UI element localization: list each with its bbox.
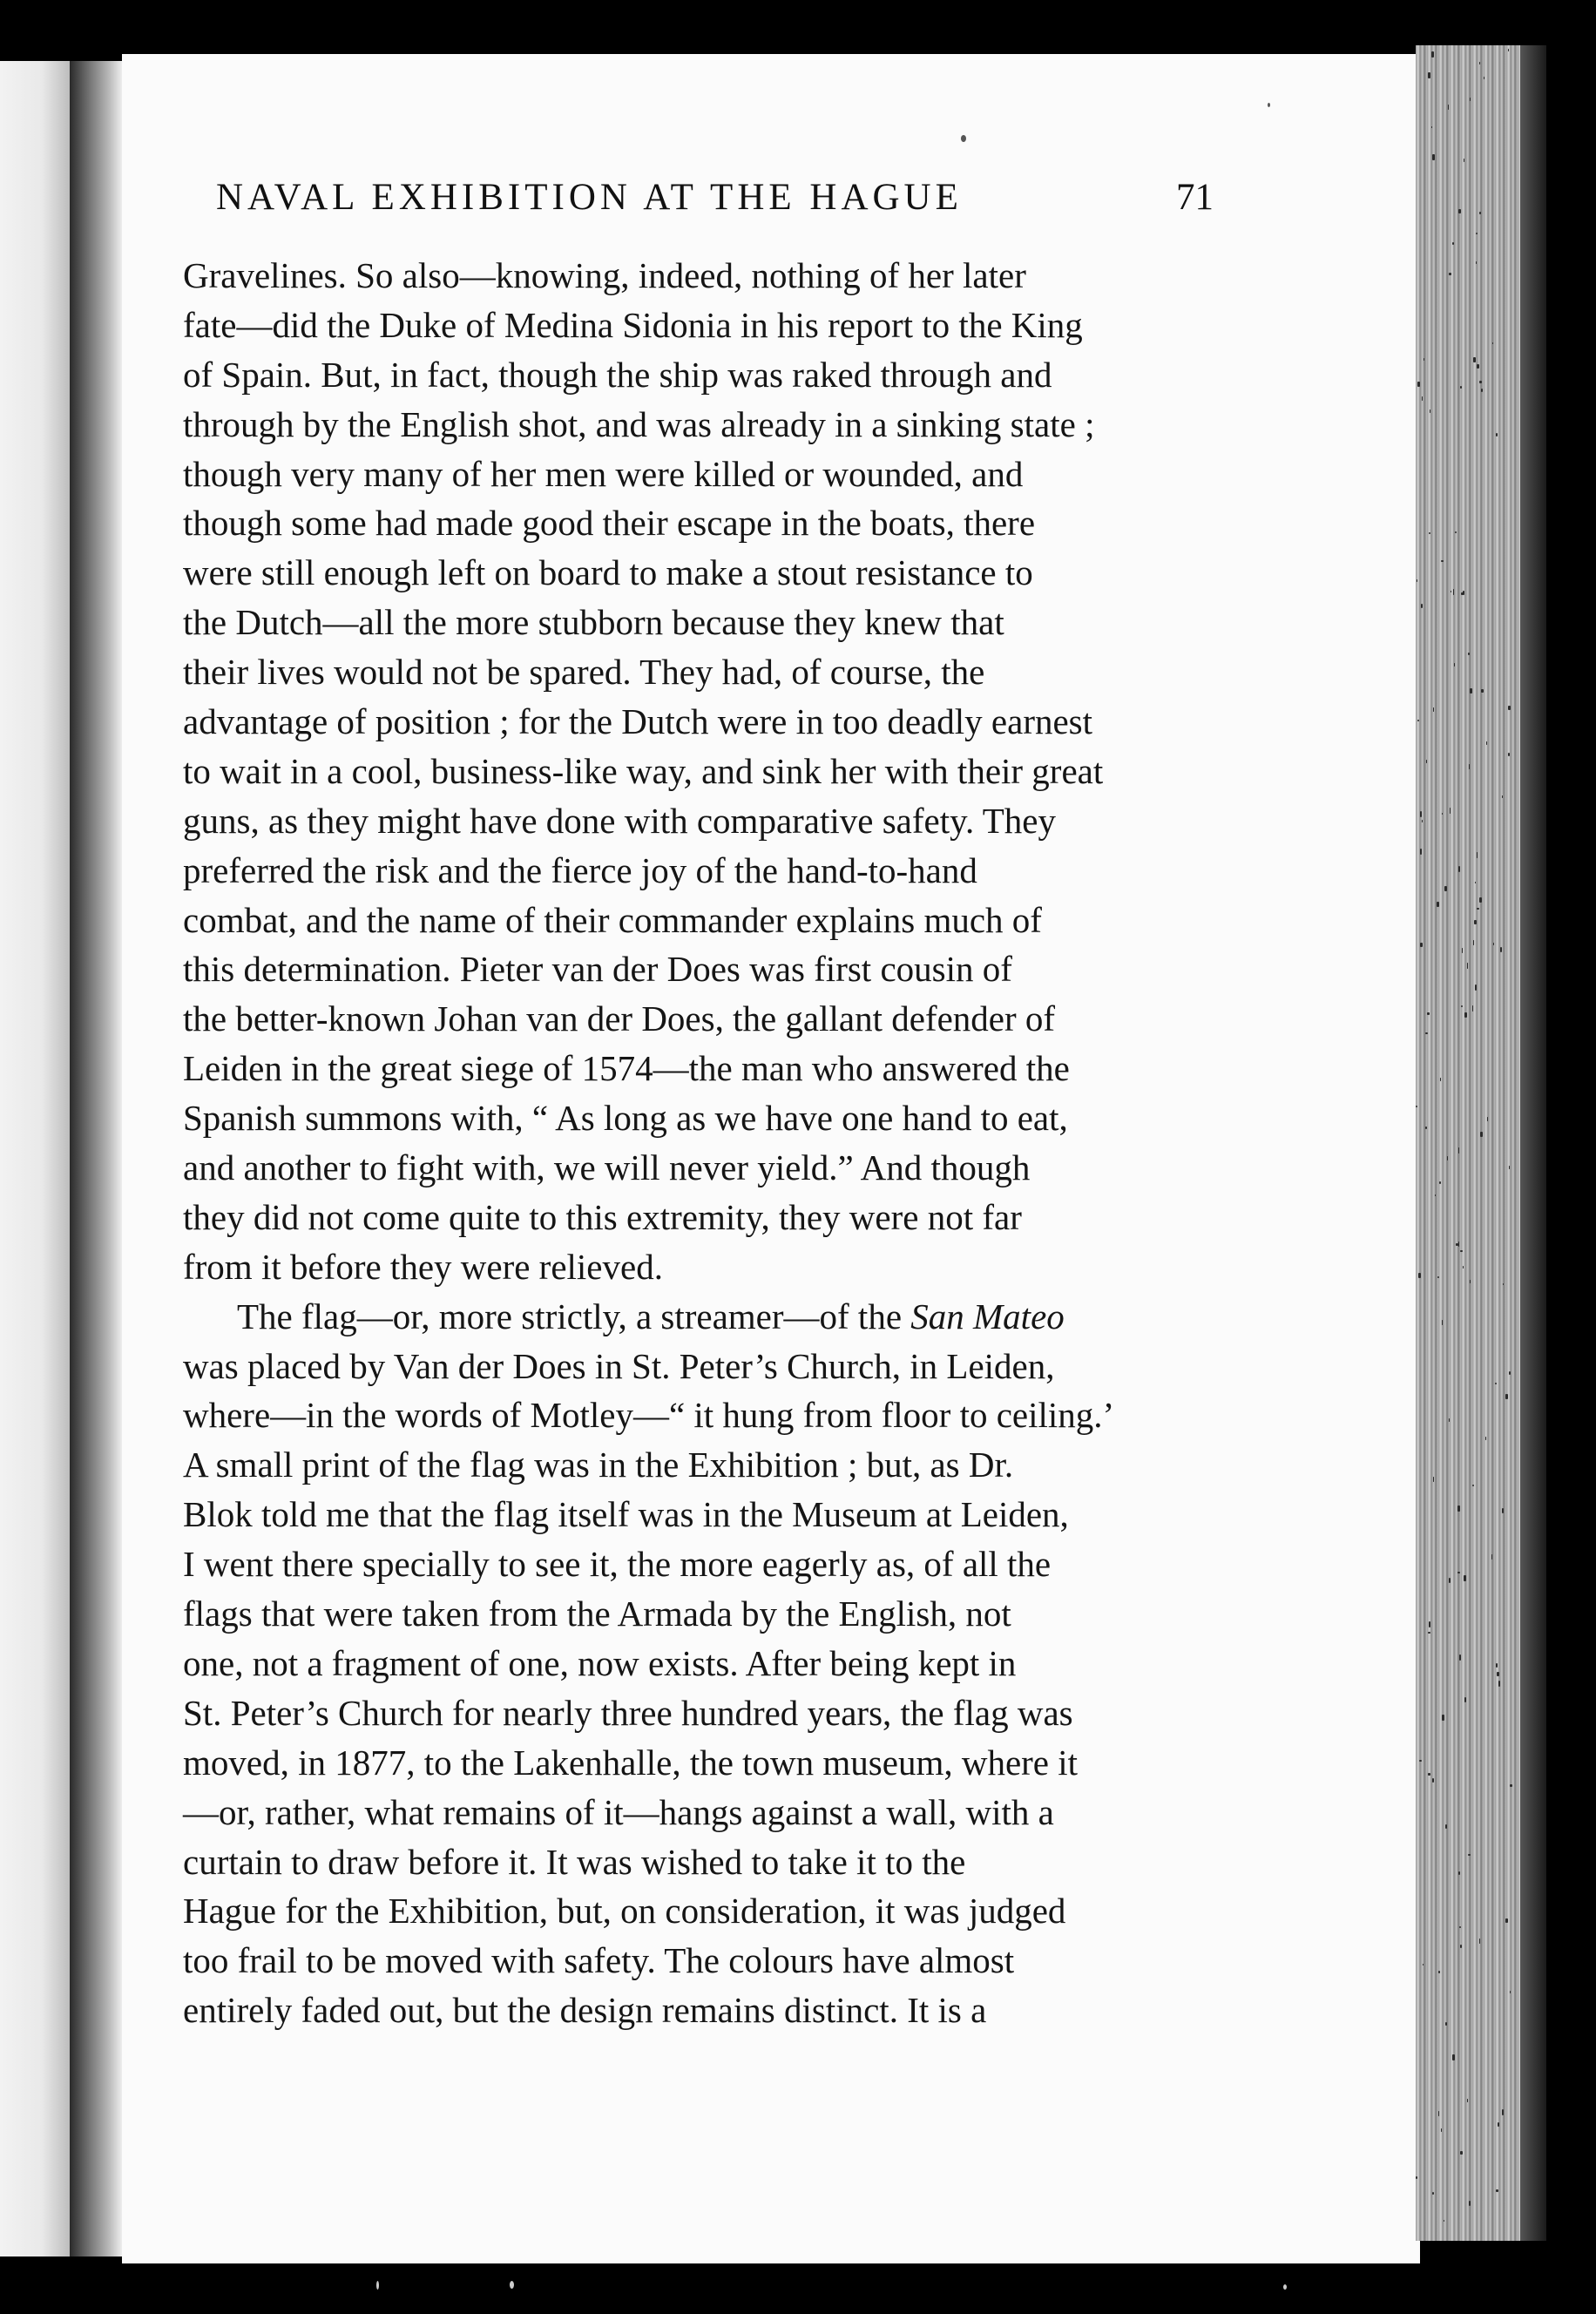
text-line: fate—did the Duke of Medina Sidonia in his report to the King bbox=[183, 304, 1083, 345]
edge-speck bbox=[1455, 531, 1457, 533]
edge-speck bbox=[1440, 1078, 1441, 1081]
edge-speck bbox=[1496, 433, 1498, 436]
edge-speck bbox=[1448, 105, 1449, 110]
edge-speck bbox=[1445, 1824, 1447, 1829]
edge-speck bbox=[1497, 1672, 1499, 1676]
text-line: where—in the words of Motley—“ it hung from floor to ceiling.’ bbox=[183, 1395, 1115, 1436]
edge-speck bbox=[1441, 560, 1444, 562]
edge-speck bbox=[1502, 795, 1503, 798]
edge-speck bbox=[1432, 2192, 1434, 2195]
edge-speck bbox=[1423, 1964, 1424, 1966]
edge-speck bbox=[1453, 589, 1454, 595]
edge-speck bbox=[1441, 2128, 1442, 2132]
text-line: to wait in a cool, business-like way, and sink her with their great bbox=[183, 750, 1104, 791]
edge-speck bbox=[1460, 1250, 1463, 1252]
edge-speck bbox=[1509, 1166, 1510, 1169]
edge-speck bbox=[1420, 849, 1422, 855]
edge-speck bbox=[1481, 689, 1484, 693]
dust-speck bbox=[1283, 2284, 1287, 2290]
edge-speck bbox=[1508, 753, 1510, 756]
edge-speck bbox=[1475, 882, 1476, 883]
edge-speck bbox=[1428, 72, 1430, 78]
edge-speck bbox=[1502, 2109, 1504, 2115]
edge-speck bbox=[1474, 920, 1477, 924]
edge-speck bbox=[1428, 1632, 1430, 1634]
edge-speck bbox=[1503, 1283, 1504, 1285]
edge-speck bbox=[1421, 604, 1423, 608]
edge-speck bbox=[1425, 1127, 1427, 1129]
edge-speck bbox=[1449, 273, 1451, 275]
edge-speck bbox=[1510, 1991, 1511, 1993]
edge-speck bbox=[1425, 1032, 1428, 1034]
running-head: NAVAL EXHIBITION AT THE HAGUE bbox=[216, 177, 963, 218]
edge-speck bbox=[1438, 2111, 1439, 2116]
edge-speck bbox=[1481, 389, 1483, 392]
edge-speck bbox=[1469, 2201, 1471, 2206]
edge-speck bbox=[1491, 1554, 1492, 1560]
edge-speck bbox=[1467, 2099, 1468, 2102]
text-line: their lives would not be spared. They had, of course, the bbox=[183, 652, 985, 693]
edge-speck bbox=[1431, 51, 1434, 58]
edge-speck bbox=[1458, 209, 1461, 213]
edge-speck bbox=[1464, 1012, 1467, 1018]
edge-speck bbox=[1432, 1778, 1434, 1783]
edge-speck bbox=[1435, 1194, 1436, 1196]
edge-speck bbox=[1442, 1320, 1443, 1325]
edge-speck bbox=[1416, 1106, 1417, 1107]
edge-speck bbox=[1460, 2151, 1463, 2155]
edge-speck bbox=[1418, 1273, 1421, 1278]
text-line: Leiden in the great siege of 1574—the man who answered the bbox=[183, 1048, 1070, 1089]
edge-speck bbox=[1510, 1784, 1512, 1787]
edge-speck bbox=[1468, 653, 1470, 655]
edge-speck bbox=[1479, 381, 1482, 383]
edge-speck bbox=[1476, 261, 1477, 264]
edge-speck bbox=[1479, 1938, 1480, 1944]
edge-speck bbox=[1428, 1773, 1430, 1776]
edge-speck bbox=[1505, 1394, 1508, 1399]
edge-speck bbox=[1416, 2176, 1417, 2179]
edge-speck bbox=[1457, 1572, 1460, 1573]
edge-speck bbox=[1479, 212, 1481, 214]
text-line: I went there specially to see it, the more eagerly as, of all the bbox=[183, 1544, 1052, 1585]
edge-speck bbox=[1449, 1578, 1451, 1583]
text-line: curtain to draw before it. It was wished to take it to the bbox=[183, 1841, 966, 1882]
edge-speck bbox=[1476, 233, 1478, 234]
edge-speck bbox=[1464, 1575, 1466, 1581]
text-line: this determination. Pieter van der Does was first cousin of bbox=[183, 949, 1012, 990]
edge-speck bbox=[1508, 706, 1511, 710]
text-line: A small print of the flag was in the Exhibition ; but, as Dr. bbox=[183, 1445, 1014, 1485]
page-number: 71 bbox=[1176, 177, 1214, 218]
left-page-edge bbox=[0, 61, 70, 2256]
text-line: St. Peter’s Church for nearly three hundred years, the flag was bbox=[183, 1692, 1073, 1733]
text-line: the better-known Johan van der Does, the gallant defender of bbox=[183, 998, 1056, 1039]
edge-speck bbox=[1498, 2122, 1499, 2127]
dust-speck bbox=[1268, 103, 1270, 107]
edge-speck bbox=[1463, 1266, 1464, 1269]
edge-speck bbox=[1487, 1117, 1488, 1121]
text-line: though very many of her men were killed or wounded, and bbox=[183, 453, 1024, 494]
text-line: were still enough left on board to make a stout resistance to bbox=[183, 552, 1033, 593]
edge-speck bbox=[1454, 663, 1455, 666]
edge-speck bbox=[1486, 741, 1487, 745]
edge-speck bbox=[1495, 1383, 1497, 1384]
edge-speck bbox=[1493, 943, 1494, 945]
text-line: preferred the risk and the fierce joy of the hand-to-hand bbox=[183, 849, 977, 890]
edge-speck bbox=[1479, 62, 1480, 64]
edge-speck bbox=[1445, 2022, 1447, 2026]
edge-speck bbox=[1467, 963, 1468, 969]
edge-speck bbox=[1433, 707, 1434, 712]
edge-speck bbox=[1429, 532, 1430, 534]
edge-speck bbox=[1502, 1508, 1504, 1513]
text-line: Blok told me that the flag itself was in the Museum at Leiden, bbox=[183, 1494, 1069, 1535]
edge-speck bbox=[1509, 1371, 1511, 1375]
edge-speck bbox=[1417, 382, 1420, 387]
body-text bbox=[183, 251, 1220, 2035]
edge-speck bbox=[1422, 396, 1423, 401]
edge-speck bbox=[1492, 342, 1493, 344]
edge-speck bbox=[1468, 1854, 1471, 1856]
edge-speck bbox=[1461, 1005, 1463, 1007]
book-gutter-shadow bbox=[70, 61, 122, 2256]
edge-speck bbox=[1469, 764, 1470, 769]
edge-speck bbox=[1460, 1945, 1462, 1948]
edge-speck bbox=[1420, 811, 1422, 817]
edge-speck bbox=[1419, 1760, 1422, 1762]
edge-speck bbox=[1473, 357, 1476, 362]
edge-speck bbox=[1449, 1418, 1450, 1422]
edge-speck bbox=[1459, 1926, 1461, 1928]
ship-name-italic: San Mateo bbox=[910, 1296, 1065, 1336]
text-line: —or, rather, what remains of it—hangs against a wall, with a bbox=[183, 1791, 1054, 1832]
edge-speck bbox=[1437, 902, 1439, 907]
edge-speck bbox=[1462, 948, 1463, 953]
text-line: Gravelines. So also—knowing, indeed, nothing of her later bbox=[183, 255, 1026, 295]
text-line: Spanish summons with, “ As long as we have one hand to eat, bbox=[183, 1098, 1068, 1139]
text-line: though some had made good their escape in the boats, there bbox=[183, 503, 1036, 544]
edge-speck bbox=[1479, 897, 1482, 903]
text-line: flags that were taken from the Armada by the English, not bbox=[183, 1593, 1011, 1634]
edge-speck bbox=[1444, 886, 1447, 891]
page-edges-shadow bbox=[1520, 45, 1546, 2241]
edge-speck bbox=[1433, 1477, 1434, 1482]
text-line: one, not a fragment of one, now exists. After being kept in bbox=[183, 1642, 1017, 1683]
edge-speck bbox=[1431, 126, 1432, 128]
edge-speck bbox=[1508, 49, 1509, 51]
edge-speck bbox=[1442, 813, 1443, 815]
text-line: and another to fight with, we will never yield.” And though bbox=[183, 1147, 1031, 1188]
edge-speck bbox=[1432, 154, 1435, 160]
edge-speck bbox=[1442, 1715, 1444, 1721]
edge-speck bbox=[1437, 1276, 1439, 1278]
edge-speck bbox=[1477, 364, 1479, 369]
text-line: was placed by Van der Does in St. Peter’s Church, in Leiden, bbox=[183, 1345, 1055, 1386]
text-line: through by the English shot, and was already in a sinking state ; bbox=[183, 403, 1095, 444]
edge-speck bbox=[1458, 1871, 1460, 1875]
text-line: they did not come quite to this extremity, they were not far bbox=[183, 1196, 1022, 1237]
page-edges bbox=[1416, 45, 1520, 2241]
edge-speck bbox=[1457, 1505, 1460, 1512]
dust-speck bbox=[961, 135, 966, 142]
text-line: advantage of position ; for the Dutch were in too deadly earnest bbox=[183, 701, 1093, 742]
edge-speck bbox=[1452, 242, 1454, 245]
edge-speck bbox=[1458, 1147, 1459, 1154]
paragraph-lead-text: The flag—or, more strictly, a streamer—of the bbox=[237, 1296, 903, 1336]
edge-speck bbox=[1420, 943, 1423, 947]
edge-speck bbox=[1470, 98, 1471, 101]
text-line: guns, as they might have done with comparative safety. They bbox=[183, 800, 1056, 841]
edge-speck bbox=[1427, 1012, 1430, 1015]
text-line: combat, and the name of their commander explains much of bbox=[183, 899, 1042, 940]
edge-speck bbox=[1505, 1918, 1508, 1923]
edge-speck bbox=[1477, 908, 1479, 910]
edge-speck bbox=[1464, 1697, 1466, 1702]
edge-speck bbox=[1475, 984, 1477, 991]
dust-speck bbox=[510, 2281, 514, 2289]
edge-speck bbox=[1480, 1132, 1483, 1137]
edge-speck bbox=[1450, 808, 1451, 814]
dust-speck bbox=[376, 2281, 379, 2290]
text-line: of Spain. But, in fact, though the ship was raked through and bbox=[183, 354, 1052, 395]
text-line: moved, in 1877, to the Lakenhalle, the town museum, where it bbox=[183, 1742, 1079, 1783]
edge-speck bbox=[1429, 1621, 1430, 1627]
edge-speck bbox=[1470, 1280, 1471, 1283]
text-line: entirely faded out, but the design remains distinct. It is a bbox=[183, 1990, 987, 2031]
text-line: the Dutch—all the more stubborn because they knew that bbox=[183, 602, 1004, 643]
edge-speck bbox=[1477, 852, 1478, 858]
edge-speck bbox=[1485, 1437, 1486, 1440]
edge-speck bbox=[1447, 1156, 1448, 1160]
edge-speck bbox=[1472, 1005, 1473, 1012]
edge-speck bbox=[1496, 1663, 1498, 1668]
edge-speck bbox=[1470, 688, 1472, 694]
edge-speck bbox=[1439, 1181, 1441, 1184]
text-line: Hague for the Exhibition, but, on consideration, it was judged bbox=[183, 1891, 1066, 1932]
text-line: from it before they were relieved. bbox=[183, 1246, 663, 1287]
edge-speck bbox=[1460, 386, 1462, 389]
edge-speck bbox=[1472, 1485, 1474, 1486]
edge-speck bbox=[1459, 1654, 1461, 1661]
edge-speck bbox=[1452, 2054, 1455, 2060]
edge-speck bbox=[1438, 1971, 1440, 1973]
text-line: too frail to be moved with safety. The colours have almost bbox=[183, 1940, 1015, 1981]
edge-speck bbox=[1473, 940, 1474, 945]
edge-speck bbox=[1422, 820, 1423, 822]
edge-speck bbox=[1500, 947, 1502, 952]
edge-speck bbox=[1458, 866, 1460, 872]
edge-speck bbox=[1458, 1242, 1459, 1247]
edge-speck bbox=[1496, 2189, 1498, 2192]
paragraph-first-line bbox=[183, 1292, 1220, 1342]
edge-speck bbox=[1498, 1681, 1500, 1687]
edge-speck bbox=[1461, 592, 1464, 595]
edge-speck bbox=[1426, 760, 1427, 763]
edge-speck bbox=[1417, 720, 1419, 721]
